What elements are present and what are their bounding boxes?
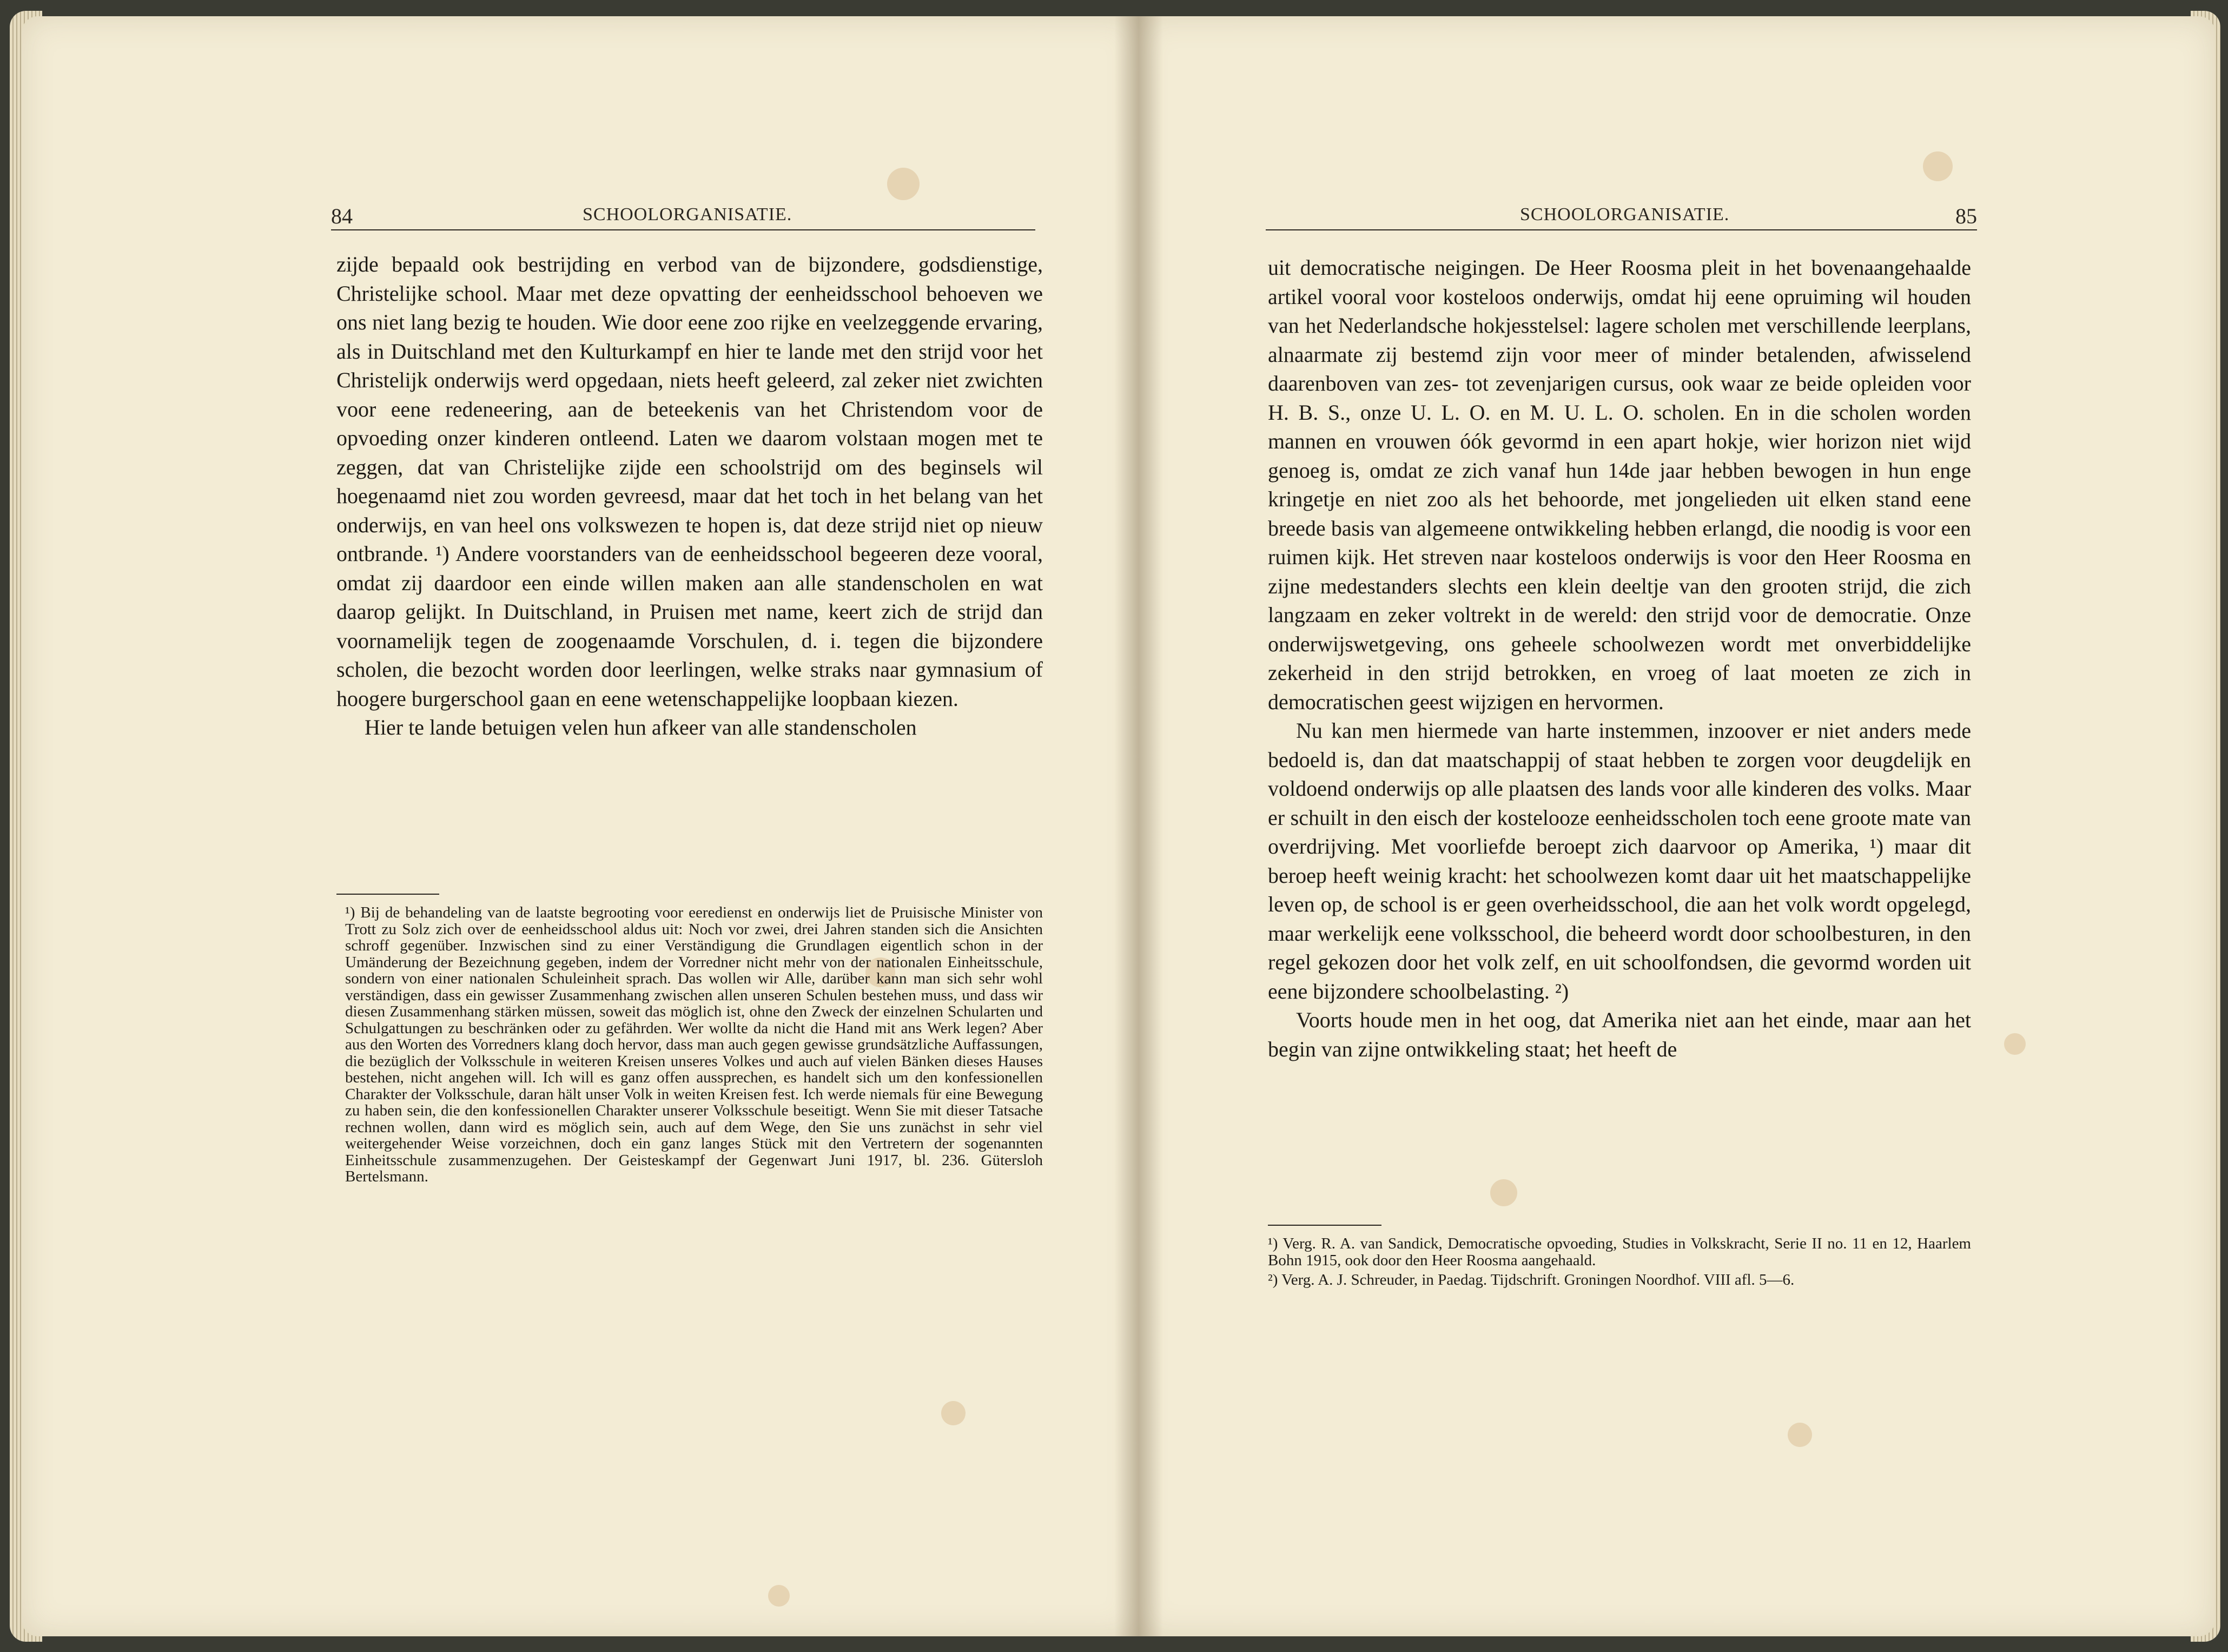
page-number: 84 bbox=[331, 204, 353, 228]
header-rule bbox=[331, 229, 1035, 230]
footnote-rule bbox=[1268, 1225, 1381, 1226]
book-gutter bbox=[1114, 16, 1163, 1636]
footnote-text: ¹) Verg. R. A. van Sandick, Democratische opvoeding, Studies in Volkskracht, Serie II no. 11 en 12, Haarlem Bohn 1915, ook door den Heer Roosma aangehaald. bbox=[1268, 1235, 1971, 1269]
running-head-title: SCHOOLORGANISATIE. bbox=[583, 204, 792, 224]
running-head-title: SCHOOLORGANISATIE. bbox=[1520, 204, 1730, 224]
paragraph: Nu kan men hiermede van harte instemmen, inzoover er niet anders mede bedoeld is, dan dat maatschappij of staat hebben te zorgen voor deugdelijk en voldoend onderwijs op alle plaatsen des lands voor alle kinderen des volks. Maar er schuilt in den eisch der kostelooze eenheidsscholen toch eene groote mate van overdrijving. Met voorliefde beroept zich daarvoor op Amerika, ¹) maar dit beroep heeft weinig kracht: het schoolwezen komt daar uit het maatschappelijke leven op, de school is er geen overheidsschool, die aan het volk wordt opgelegd, maar werkelijk eene volksschool, die beheerd wordt door schoolbesturen, in den regel gekozen door het volk zelf, en uit schoolfondsen, die gevormd worden uit eene bijzondere schoolbelasting. ²) bbox=[1268, 718, 1971, 1003]
foxing-spot bbox=[887, 168, 920, 200]
footnote-rule bbox=[336, 894, 439, 895]
foxing-spot bbox=[2004, 1033, 2026, 1055]
foxing-spot bbox=[768, 1585, 790, 1607]
page-number: 85 bbox=[1955, 204, 1977, 228]
right-footnotes bbox=[1268, 1235, 1971, 1292]
header-rule bbox=[1266, 229, 1977, 230]
footnote-text: ²) Verg. A. J. Schreuder, in Paedag. Tijdschrift. Groningen Noordhof. VIII afl. 5—6. bbox=[1268, 1271, 1795, 1288]
left-footnote bbox=[345, 904, 1043, 1188]
paragraph: zijde bepaald ook bestrijding en verbod van de bijzondere, godsdienstige, Christelijke school. Maar met deze opvatting der eenheidsschool behoeven we ons niet lang bezig te houden. Wie door eene zoo rijke en veelzeggende ervaring, als in Duitschland met den Kulturkampf en hier te lande met den strijd voor het Christelijk onderwijs werd opgedaan, niets heeft geleerd, zal zeker niet zwichten voor eene redeneering, aan de beteekenis van het Christendom voor de opvoeding onzer kinderen ontleend. Laten we daarom volstaan mogen met te zeggen, dat van Christelijke zijde een schoolstrijd om des beginsels wil hoegenaamd niet zou worden gevreesd, maar dat het toch in het belang van het onderwijs, en van heel ons volkswezen te hopen is, dat deze strijd niet op nieuw ontbrande. ¹) Andere voorstanders van de eenheidsschool begeeren deze vooral, omdat zij daardoor een einde willen maken aan alle standenscholen en wat daarop gelijkt. In Duitschland, in Pruisen met name, keert zich de strijd dan voornamelijk tegen de zoogenaamde Vorschulen, d. i. tegen die bijzondere scholen, die bezocht worden door leerlingen, welke straks naar gymnasium of hoogere burgerschool gaan en eene wetenschappelijke loopbaan kiezen. bbox=[336, 252, 1043, 711]
footnote-text: ¹) Bij de behandeling van de laatste begrooting voor eeredienst en onderwijs liet de Pruisische Minister von Trott zu Solz zich over de eenheidsschool aldus uit: Noch vor zwei, drei Jahren standen sich die Ansichten schroff gegenüber. Inzwischen sind zu einer Verständigung die Grundlagen eigentlich schon in der Umänderung der Bezeichnung gegeben, indem der Vorredner nicht mehr von der nationalen Einheitsschule, sondern von einer nationalen Schuleinheit sprach. Das wollen wir Alle, darüber kann man sich sehr wohl verständigen, dass ein gewisser Zusammenhang zwischen allen unseren Schulen bestehen muss, und dass wir diesen Zusammenhang stärken müssen, soweit das möglich ist, ohne den Zweck der einzelnen Schularten und Schulgattungen zu beschränken oder zu gefährden. Wer wollte da nicht die Hand mit ans Werk legen? Aber aus den Worten des Vorredners klang doch hervor, dass man auch gegen gewisse grundsätzliche Auffassungen, die bezüglich der Volksschule in weiteren Kreisen unseres Volkes und auch auf vielen Bänken dieses Hauses bestehen, nicht angehen will. Ich will es ganz offen aussprechen, es handelt sich um den konfessionellen Charakter der Volksschule, daran hält unser Volk in weiten Kreisen fest. Ich werde niemals für eine Bewegung zu haben sein, die den konfessionellen Charakter unserer Volksschule beseitigt. Wenn Sie mit dieser Tatsache rechnen wollen, dann wird es möglich sein, auch auf dem Wege, den Sie uns zunächst in sehr viel weitergehender Weise vorzeichnen, doch ein ganz langes Stück mit den Vertretern der sogenannten Einheitsschule zusammenzugehen. Der Geisteskampf der Gegenwart Juni 1917, bl. 236. Gütersloh Bertelsmann. bbox=[345, 904, 1043, 1185]
foxing-spot bbox=[1490, 1179, 1517, 1206]
foxing-spot bbox=[1788, 1423, 1812, 1447]
foxing-spot bbox=[1923, 151, 1953, 181]
left-body-text bbox=[336, 250, 1043, 742]
paragraph: Voorts houde men in het oog, dat Amerika niet aan het einde, maar aan het begin van zijne ontwikkeling staat; het heeft de bbox=[1268, 1008, 1971, 1061]
right-body-text bbox=[1268, 253, 1971, 1063]
paragraph: Hier te lande betuigen velen hun afkeer van alle standenscholen bbox=[365, 715, 917, 739]
foxing-spot bbox=[941, 1401, 966, 1425]
paragraph: uit democratische neigingen. De Heer Roosma pleit in het bovenaangehaalde artikel vooral voor kosteloos onderwijs, omdat hij eene opruiming wil houden van het Nederlandsche hokjesstelsel: lagere scholen met verschillende leerplans, alnaarmate zij bestemd zijn voor meer of minder betalenden, afwisselend daarenboven van zes- tot zevenjarigen cursus, ook waar ze beide opleiden voor H. B. S., onze U. L. O. en M. U. L. O. scholen. En in die scholen worden mannen en vrouwen óók gevormd in een apart hokje, wier horizon niet wijd genoeg is, omdat ze zich vanaf hun 14de jaar hebben bewogen in hun enge kringetje en niet zoo als het behoorde, met jongelieden uit elken stand eene breede basis van algemeene ontwikkeling hebben erlangd, die noodig is voor een ruimen kijk. Het streven naar kosteloos onderwijs is voor den Heer Roosma en zijne medestanders slechts een klein deeltje van den grooten strijd, die zich langzaam en zeker voltrekt in de wereld: den strijd voor de democratie. Onze onderwijswetgeving, ons geheele schoolwezen wordt met onverbiddelijke zekerheid in den strijd betrokken, en vroeg of laat moeten ze zich in democratischen geest wijzigen en hervormen. bbox=[1268, 255, 1971, 714]
